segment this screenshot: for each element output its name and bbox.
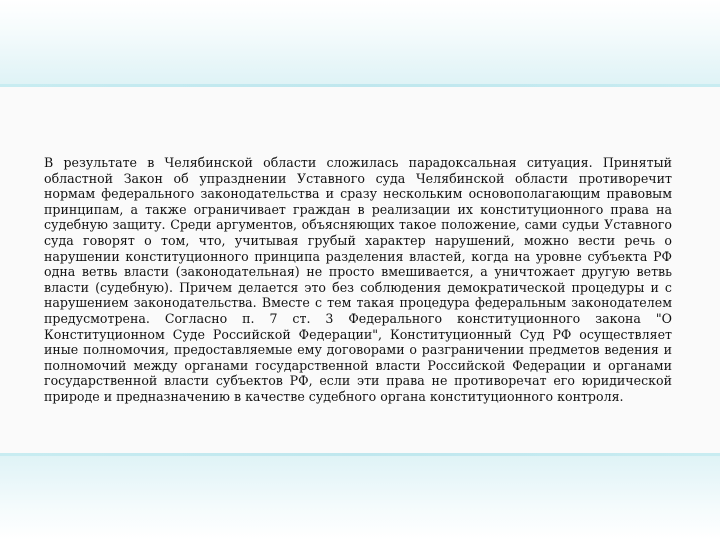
top-decorative-band: [0, 0, 720, 84]
body-paragraph: В результате в Челябинской области сложилась парадоксальная ситуация. Принятый областной Закон об упразднении Уставного суда Челябинской области противоречит нормам федерального законодательства и сразу нескольким основополагающим правовым принципам, а также ограничивает граждан в реализации их конституционного права на судебную защиту. Среди аргументов, объясняющих такое положение, сами судьи Уставного суда говорят о том, что, учитывая грубый характер нарушений, можно вести речь о нарушении конституционного принципа разделения властей, когда на уровне субъекта РФ одна ветвь власти (законодательная) не просто вмешивается, а уничтожает другую ветвь власти (судебную). Причем делается это без соблюдения демократической процедуры и с нарушением законодательства. Вместе с тем такая процедура федеральным законодателем предусмотрена. Согласно п. 7 ст. 3 Федерального конституционного закона "О Конституционном Суде Российской Федерации", Конституционный Суд РФ осуществляет иные полномочия, предоставляемые ему договорами о разграничении предметов ведения и полномочий между органами государственной власти Российской Федерации и органами государственной власти субъектов РФ, если эти права не противоречат его юридической природе и предназначению в качестве судебного органа конституционного контроля.: [44, 155, 672, 404]
bottom-decorative-band: [0, 456, 720, 540]
